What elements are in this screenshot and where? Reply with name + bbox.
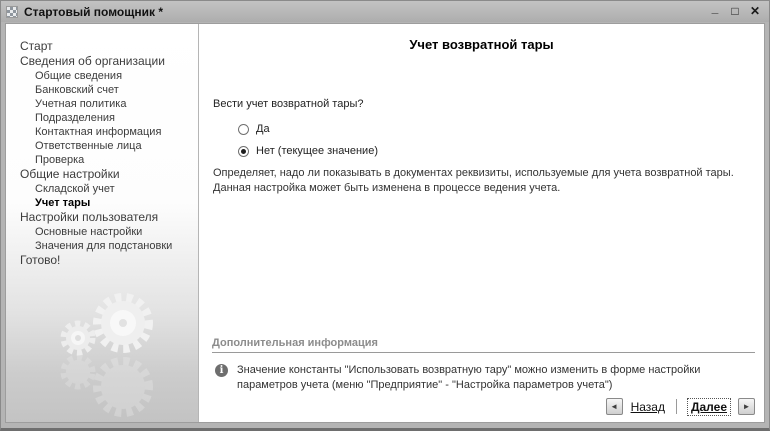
- sidebar-item-start[interactable]: Старт: [20, 39, 53, 53]
- nav-separator: [676, 399, 677, 414]
- titlebar[interactable]: [1, 1, 769, 22]
- window-title: Стартовый помощник *: [24, 4, 164, 19]
- radio-no-icon[interactable]: [238, 146, 249, 157]
- close-button[interactable]: ✕: [749, 4, 761, 18]
- app-icon: [6, 6, 18, 18]
- back-arrow-button[interactable]: ◄: [606, 398, 623, 415]
- additional-info-section: [212, 337, 755, 393]
- window-body: [5, 23, 765, 423]
- additional-info-text: Значение константы "Использовать возвратную тару" можно изменить в форме настройки параметров учета (меню "Предприятие" - "Настройка параметров учета"): [237, 364, 701, 391]
- sidebar-item-done[interactable]: Готово!: [20, 253, 61, 267]
- radio-no-label: Нет (текущее значение): [256, 145, 378, 157]
- next-arrow-button[interactable]: ►: [738, 398, 755, 415]
- additional-info-header: Дополнительная информация: [212, 337, 378, 349]
- sidebar: [6, 24, 199, 422]
- sidebar-item-bank-account[interactable]: Банковский счет: [35, 84, 119, 96]
- minimize-button[interactable]: _: [711, 1, 719, 15]
- sidebar-item-general-info[interactable]: Общие сведения: [35, 70, 123, 82]
- sidebar-item-check[interactable]: Проверка: [35, 154, 85, 166]
- window-controls: [707, 1, 763, 19]
- back-link[interactable]: Назад: [630, 399, 665, 414]
- sidebar-item-substitution-values[interactable]: Значения для подстановки: [35, 240, 173, 252]
- setting-description: Определяет, надо ли показывать в документах реквизиты, используемые для учета возвратной тары. Данная настройка может быть изменена в процессе ведения учета.: [213, 167, 734, 194]
- radio-option-no[interactable]: [238, 145, 378, 157]
- sidebar-item-contact-info[interactable]: Контактная информация: [35, 126, 162, 138]
- maximize-button[interactable]: □: [731, 4, 739, 18]
- sidebar-item-warehouse-accounting[interactable]: Складской учет: [35, 183, 115, 195]
- sidebar-item-general-settings[interactable]: Общие настройки: [20, 167, 120, 181]
- main-panel: [199, 24, 764, 422]
- radio-yes-icon[interactable]: [238, 124, 249, 135]
- next-link[interactable]: Далее: [688, 399, 730, 415]
- page-title: Учет возвратной тары: [409, 37, 554, 52]
- info-icon: i: [215, 364, 228, 377]
- radio-yes-label: Да: [256, 123, 270, 135]
- sidebar-item-tare-accounting[interactable]: Учет тары: [35, 197, 91, 209]
- wizard-navigation: [606, 398, 755, 415]
- sidebar-item-org-info[interactable]: Сведения об организации: [20, 54, 165, 68]
- question-label: Вести учет возвратной тары?: [213, 98, 364, 110]
- sidebar-item-departments[interactable]: Подразделения: [35, 112, 115, 124]
- sidebar-item-responsible-persons[interactable]: Ответственные лица: [35, 140, 142, 152]
- radio-option-yes[interactable]: [238, 123, 270, 135]
- sidebar-item-main-settings[interactable]: Основные настройки: [35, 226, 143, 238]
- sidebar-item-accounting-policy[interactable]: Учетная политика: [35, 98, 127, 110]
- sidebar-item-user-settings[interactable]: Настройки пользователя: [20, 210, 159, 224]
- section-divider: [212, 352, 755, 353]
